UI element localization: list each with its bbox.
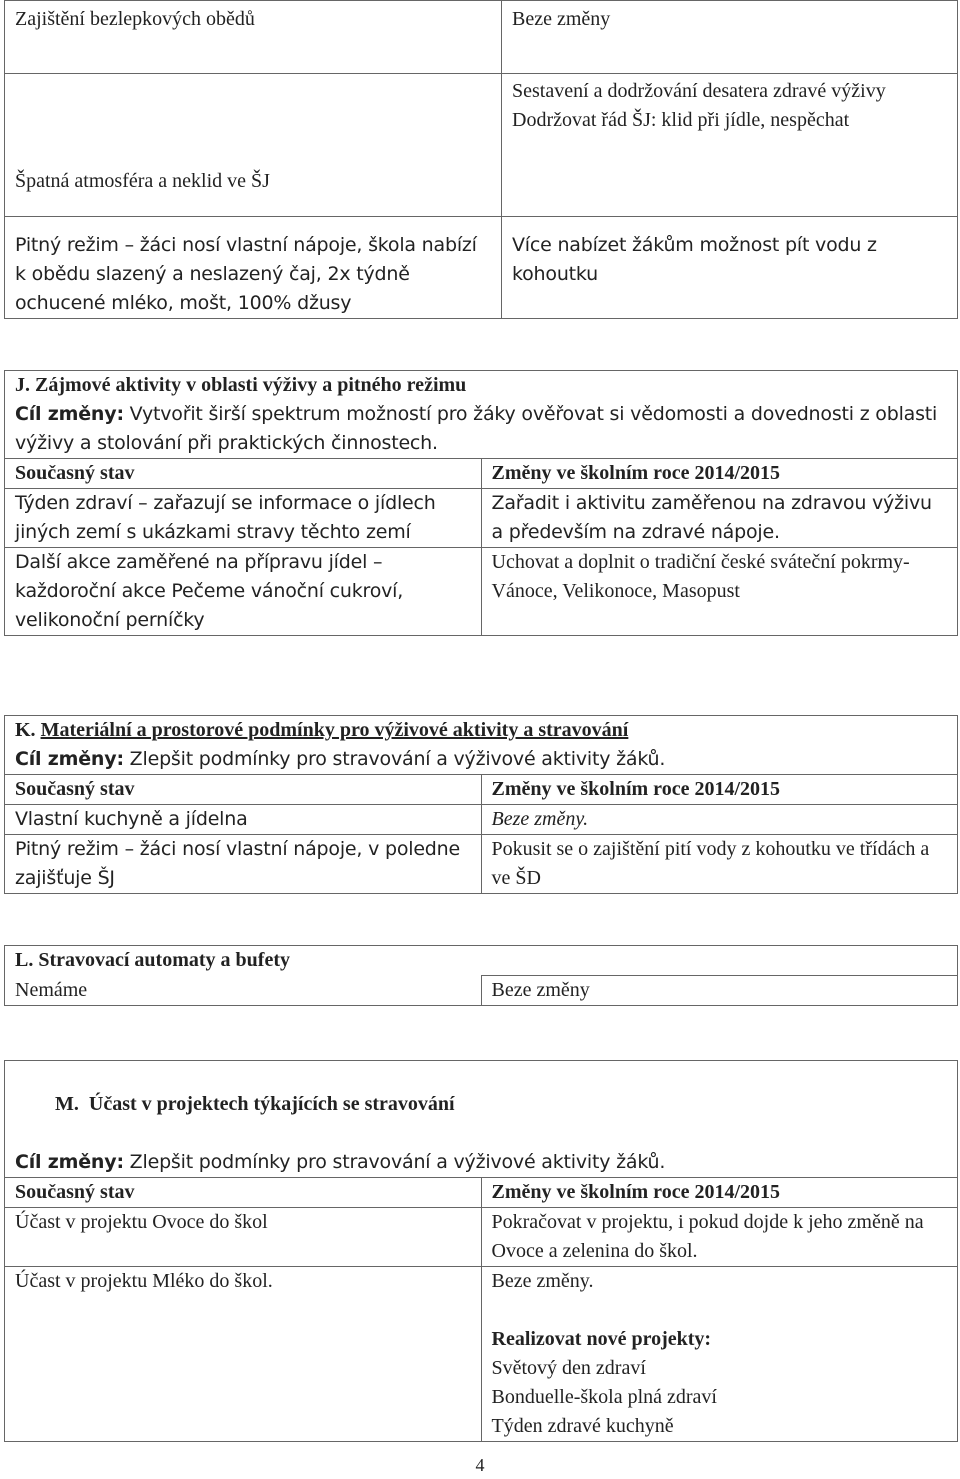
change-line: Dodržovat řád ŠJ: klid při jídle, nespěchat xyxy=(512,109,850,131)
change-cell: Beze změny xyxy=(512,8,611,30)
goal-row xyxy=(5,745,958,775)
section-heading-row xyxy=(5,371,958,401)
section-heading-letter: K. xyxy=(15,719,36,741)
column-header-current: Současný stav xyxy=(15,1181,135,1203)
current-state-cell: Vlastní kuchyně a jídelna xyxy=(15,808,248,830)
section-heading-row xyxy=(5,946,958,976)
goal-label: Cíl změny: xyxy=(15,403,124,425)
section-heading-row xyxy=(5,1061,958,1149)
table-row xyxy=(5,548,958,636)
current-state-cell: Zajištění bezlepkových obědů xyxy=(15,8,255,30)
current-state-cell: Další akce zaměřené na přípravu jídel – každoroční akce Pečeme vánoční cukroví, velikonoční perníčky xyxy=(15,551,404,631)
section-heading: Materiální a prostorové podmínky pro výživové aktivity a stravování xyxy=(40,719,629,741)
goal-text: Zlepšit podmínky pro stravování a výživové aktivity žáků. xyxy=(123,1151,666,1173)
table-row xyxy=(5,489,958,548)
table-row xyxy=(5,835,958,894)
current-state-cell: Pitný režim – žáci nosí vlastní nápoje, škola nabízí k obědu slazený a neslazený čaj, 2x týdně ochucené mléko, mošt, 100% džusy xyxy=(15,234,477,314)
new-project-item: Světový den zdraví xyxy=(491,1357,646,1379)
section-k xyxy=(4,715,958,894)
table-row xyxy=(5,1208,958,1267)
column-header-changes: Změny ve školním roce 2014/2015 xyxy=(491,1181,781,1203)
column-header-current: Současný stav xyxy=(15,462,135,484)
section-heading: M. Účast v projektech týkajících se stravování xyxy=(55,1093,455,1115)
goal-row xyxy=(5,1148,958,1178)
change-cell: Pokusit se o zajištění pití vody z kohoutku ve třídách a ve ŠD xyxy=(491,838,930,889)
change-cell: Beze změny. xyxy=(491,808,589,830)
table-row xyxy=(5,74,958,217)
column-header-current: Současný stav xyxy=(15,778,135,800)
goal-row xyxy=(5,400,958,459)
section-j xyxy=(4,370,958,636)
table-row xyxy=(5,1,958,74)
top-table xyxy=(4,0,958,319)
column-header-changes: Změny ve školním roce 2014/2015 xyxy=(491,778,781,800)
section-m xyxy=(4,1060,958,1442)
new-project-item: Týden zdravé kuchyně xyxy=(491,1415,674,1437)
column-header-changes: Změny ve školním roce 2014/2015 xyxy=(491,462,781,484)
column-header-row xyxy=(5,459,958,489)
current-state-cell: Špatná atmosféra a neklid ve ŠJ xyxy=(15,170,270,192)
table-row xyxy=(5,976,958,1006)
current-state-cell: Účast v projektu Ovoce do škol xyxy=(15,1211,268,1233)
current-state-cell: Účast v projektu Mléko do škol. xyxy=(15,1270,273,1292)
change-cell: Zařadit i aktivitu zaměřenou na zdravou výživu a především na zdravé nápoje. xyxy=(491,492,932,543)
section-heading-row xyxy=(5,716,958,746)
section-heading: J. Zájmové aktivity v oblasti výživy a pitného režimu xyxy=(15,374,467,396)
current-state-cell: Nemáme xyxy=(15,978,88,1001)
goal-label: Cíl změny: xyxy=(15,748,124,770)
section-heading: L. Stravovací automaty a bufety xyxy=(15,949,290,971)
goal-label: Cíl změny: xyxy=(15,1151,124,1173)
change-cell: Více nabízet žákům možnost pít vodu z kohoutku xyxy=(512,234,877,285)
change-cell: Beze změny. xyxy=(491,1270,594,1292)
page-number: 4 xyxy=(475,1455,485,1475)
goal-text: Zlepšit podmínky pro stravování a výživové aktivity žáků. xyxy=(123,748,666,770)
column-header-row xyxy=(5,1178,958,1208)
section-l xyxy=(4,945,958,1006)
goal-text: Vytvořit širší spektrum možností pro žáky ověřovat si vědomosti a dovednosti z oblasti výživy a stolování při praktických činnostech. xyxy=(15,403,938,454)
change-cell: Uchovat a doplnit o tradiční české sváteční pokrmy-Vánoce, Velikonoce, Masopust xyxy=(491,551,910,602)
current-state-cell: Pitný režim – žáci nosí vlastní nápoje, v poledne zajišťuje ŠJ xyxy=(15,838,461,889)
table-row xyxy=(5,805,958,835)
new-projects-label: Realizovat nové projekty: xyxy=(491,1328,712,1350)
change-cell: Pokračovat v projektu, i pokud dojde k jeho změně na Ovoce a zelenina do škol. xyxy=(491,1211,924,1262)
table-row xyxy=(5,217,958,319)
current-state-cell: Týden zdraví – zařazují se informace o jídlech jiných zemí s ukázkami stravy těchto zemí xyxy=(15,492,436,543)
column-header-row xyxy=(5,775,958,805)
change-line: Sestavení a dodržování desatera zdravé výživy xyxy=(512,80,886,102)
change-cell: Beze změny xyxy=(491,979,590,1001)
table-row xyxy=(5,1267,958,1442)
new-project-item: Bonduelle-škola plná zdraví xyxy=(491,1386,717,1408)
